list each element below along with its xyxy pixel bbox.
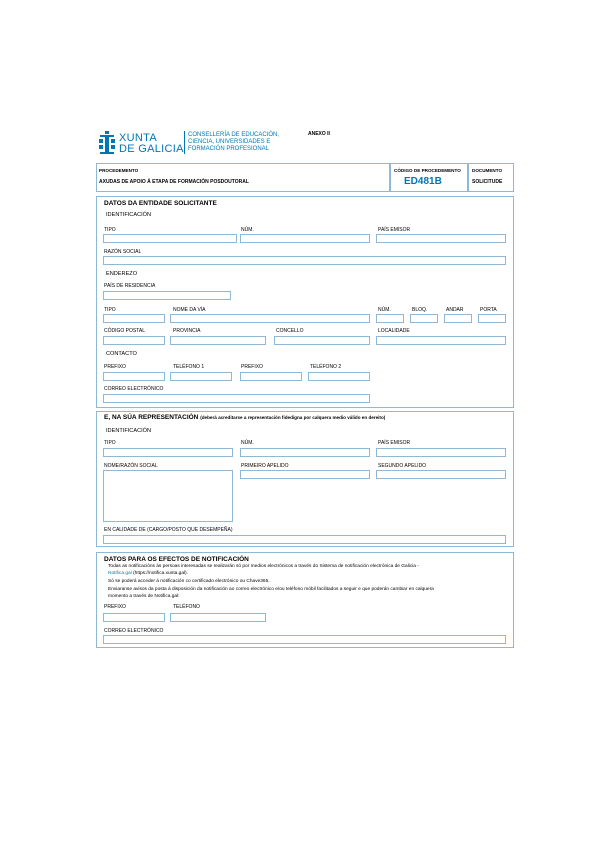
enderezo-heading: ENDEREZO — [106, 271, 138, 277]
notif-prefixo-field[interactable] — [103, 613, 165, 622]
rep-pais-emisor-field[interactable] — [376, 448, 506, 457]
brand-divider — [184, 131, 185, 154]
provincia-field[interactable] — [170, 336, 266, 345]
entity-num-label: NÚM. — [241, 227, 254, 233]
rep-num-label: NÚM. — [241, 440, 254, 446]
andar-field[interactable] — [444, 314, 472, 323]
prefixo1-field[interactable] — [103, 372, 165, 381]
concello-field[interactable] — [274, 336, 370, 345]
telefono2-field[interactable] — [308, 372, 370, 381]
prefixo2-label: PREFIXO — [241, 364, 263, 370]
notifica-link[interactable]: Notifica.gal — [108, 571, 132, 576]
rep-calidade-label: EN CALIDADE DE (CARGO/POSTO QUE DESEMPEÑA) — [104, 527, 233, 533]
representation-title-text: E, NA SÚA REPRESENTACIÓN — [104, 414, 199, 421]
rep-identification: IDENTIFICACIÓN — [106, 428, 152, 434]
porta-label: PORTA — [480, 307, 497, 313]
rep-apelido1-field[interactable] — [240, 470, 370, 479]
concello-label: CONCELLO — [276, 328, 304, 334]
procedure-label: PROCEDEMENTO — [99, 168, 139, 173]
dept-line2: CIENCIA, UNIVERSIDADES E — [188, 139, 271, 145]
porta-field[interactable] — [478, 314, 506, 323]
rep-calidade-field[interactable] — [103, 535, 506, 544]
entity-tipo-field[interactable] — [103, 234, 237, 243]
notif-telefono-field[interactable] — [170, 613, 266, 622]
localidade-field[interactable] — [376, 336, 506, 345]
notification-line4: Enviaranse avisos da posta á disposición da notificación ao correo electrónico e/ou teléfono móbil facilitados a seguir e que poderán cambiar en calquera — [108, 587, 434, 592]
bloq-label: BLOQ. — [412, 307, 428, 313]
codigo-postal-field[interactable] — [103, 336, 165, 345]
rep-num-field[interactable] — [240, 448, 370, 457]
prefixo2-field[interactable] — [240, 372, 302, 381]
notification-line5: momento a través de Notifica.gal: — [108, 594, 180, 599]
rep-nome-label: NOME/RAZÓN SOCIAL — [104, 463, 158, 469]
andar-label: ANDAR — [446, 307, 464, 313]
bloq-field[interactable] — [410, 314, 438, 323]
entity-correo-field[interactable] — [103, 394, 370, 403]
via-tipo-label: TIPO — [104, 307, 116, 313]
entity-title: DATOS DA ENTIDADE SOLICITANTE — [104, 200, 217, 207]
code-label: CÓDIGO DE PROCEDEMENTO — [394, 168, 461, 173]
notif-correo-label: CORREO ELECTRÓNICO — [104, 628, 164, 634]
xunta-logo — [98, 131, 116, 154]
nome-via-field[interactable] — [170, 314, 370, 323]
doc-value: SOLICITUDE — [472, 179, 503, 185]
localidade-label: LOCALIDADE — [378, 328, 410, 334]
representation-title — [104, 414, 385, 421]
notif-telefono-label: TELÉFONO — [173, 604, 200, 610]
brand-line2: DE GALICIA — [119, 143, 184, 155]
via-tipo-field[interactable] — [103, 314, 165, 323]
telefono1-field[interactable] — [170, 372, 232, 381]
pais-residencia-label: PAÍS DE RESIDENCIA — [104, 283, 156, 289]
razon-social-field[interactable] — [103, 256, 506, 265]
procedure-cell — [96, 163, 390, 192]
entity-identification: IDENTIFICACIÓN — [106, 212, 152, 218]
via-num-label: NÚM. — [378, 307, 391, 313]
entity-tipo-label: TIPO — [104, 227, 116, 233]
rep-tipo-field[interactable] — [103, 448, 233, 457]
representation-note: (deberá acreditarse a representación fidedigna por calquera medio válido en dereito) — [200, 415, 386, 420]
contacto-heading: CONTACTO — [106, 351, 137, 357]
entity-correo-label: CORREO ELECTRÓNICO — [104, 386, 164, 392]
prefixo1-label: PREFIXO — [104, 364, 126, 370]
procedure-code: ED481B — [404, 176, 442, 187]
entity-pais-emisor-label: PAÍS EMISOR — [378, 227, 411, 233]
notif-correo-field[interactable] — [103, 635, 506, 644]
notification-line1: Todas as notificacións ás persoas interesadas se realizarán só por medios electrónicos a través do Sistema de notificación electrónica de Galicia - — [108, 564, 419, 569]
telefono1-label: TELÉFONO 1 — [173, 364, 205, 370]
notification-line2 — [108, 571, 188, 577]
via-num-field[interactable] — [376, 314, 404, 323]
pais-residencia-field[interactable] — [103, 291, 231, 300]
nome-via-label: NOME DA VÍA — [173, 307, 206, 313]
notification-line3: Só se poderá acceder á notificación co certificado electrónico ou Chave365. — [108, 579, 270, 584]
entity-pais-emisor-field[interactable] — [376, 234, 506, 243]
annex-label: ANEXO II — [308, 131, 330, 137]
codigo-postal-label: CÓDIGO POSTAL — [104, 328, 146, 334]
notification-title: DATOS PARA OS EFECTOS DE NOTIFICACIÓN — [104, 556, 249, 563]
entity-num-field[interactable] — [240, 234, 370, 243]
rep-tipo-label: TIPO — [104, 440, 116, 446]
rep-nome-field[interactable] — [103, 470, 233, 522]
notif-prefixo-label: PREFIXO — [104, 604, 126, 610]
rep-apelido1-label: PRIMEIRO APELIDO — [241, 463, 289, 469]
dept-line1: CONSELLERÍA DE EDUCACIÓN, — [188, 132, 280, 138]
brand-line1: XUNTA — [119, 132, 157, 144]
rep-pais-emisor-label: PAÍS EMISOR — [378, 440, 411, 446]
rep-apelido2-label: SEGUNDO APELIDO — [378, 463, 427, 469]
provincia-label: PROVINCIA — [173, 328, 201, 334]
telefono2-label: TELÉFONO 2 — [310, 364, 342, 370]
doc-label: DOCUMENTO — [472, 168, 503, 173]
rep-apelido2-field[interactable] — [376, 470, 506, 479]
procedure-name: AXUDAS DE APOIO Á ETAPA DE FORMACIÓN POSDOUTORAL — [99, 179, 249, 185]
razon-social-label: RAZÓN SOCIAL — [104, 249, 142, 255]
dept-line3: FORMACIÓN PROFESIONAL — [188, 146, 270, 152]
notifica-url-text: (https://notifica.xunta.gal). — [131, 571, 188, 576]
